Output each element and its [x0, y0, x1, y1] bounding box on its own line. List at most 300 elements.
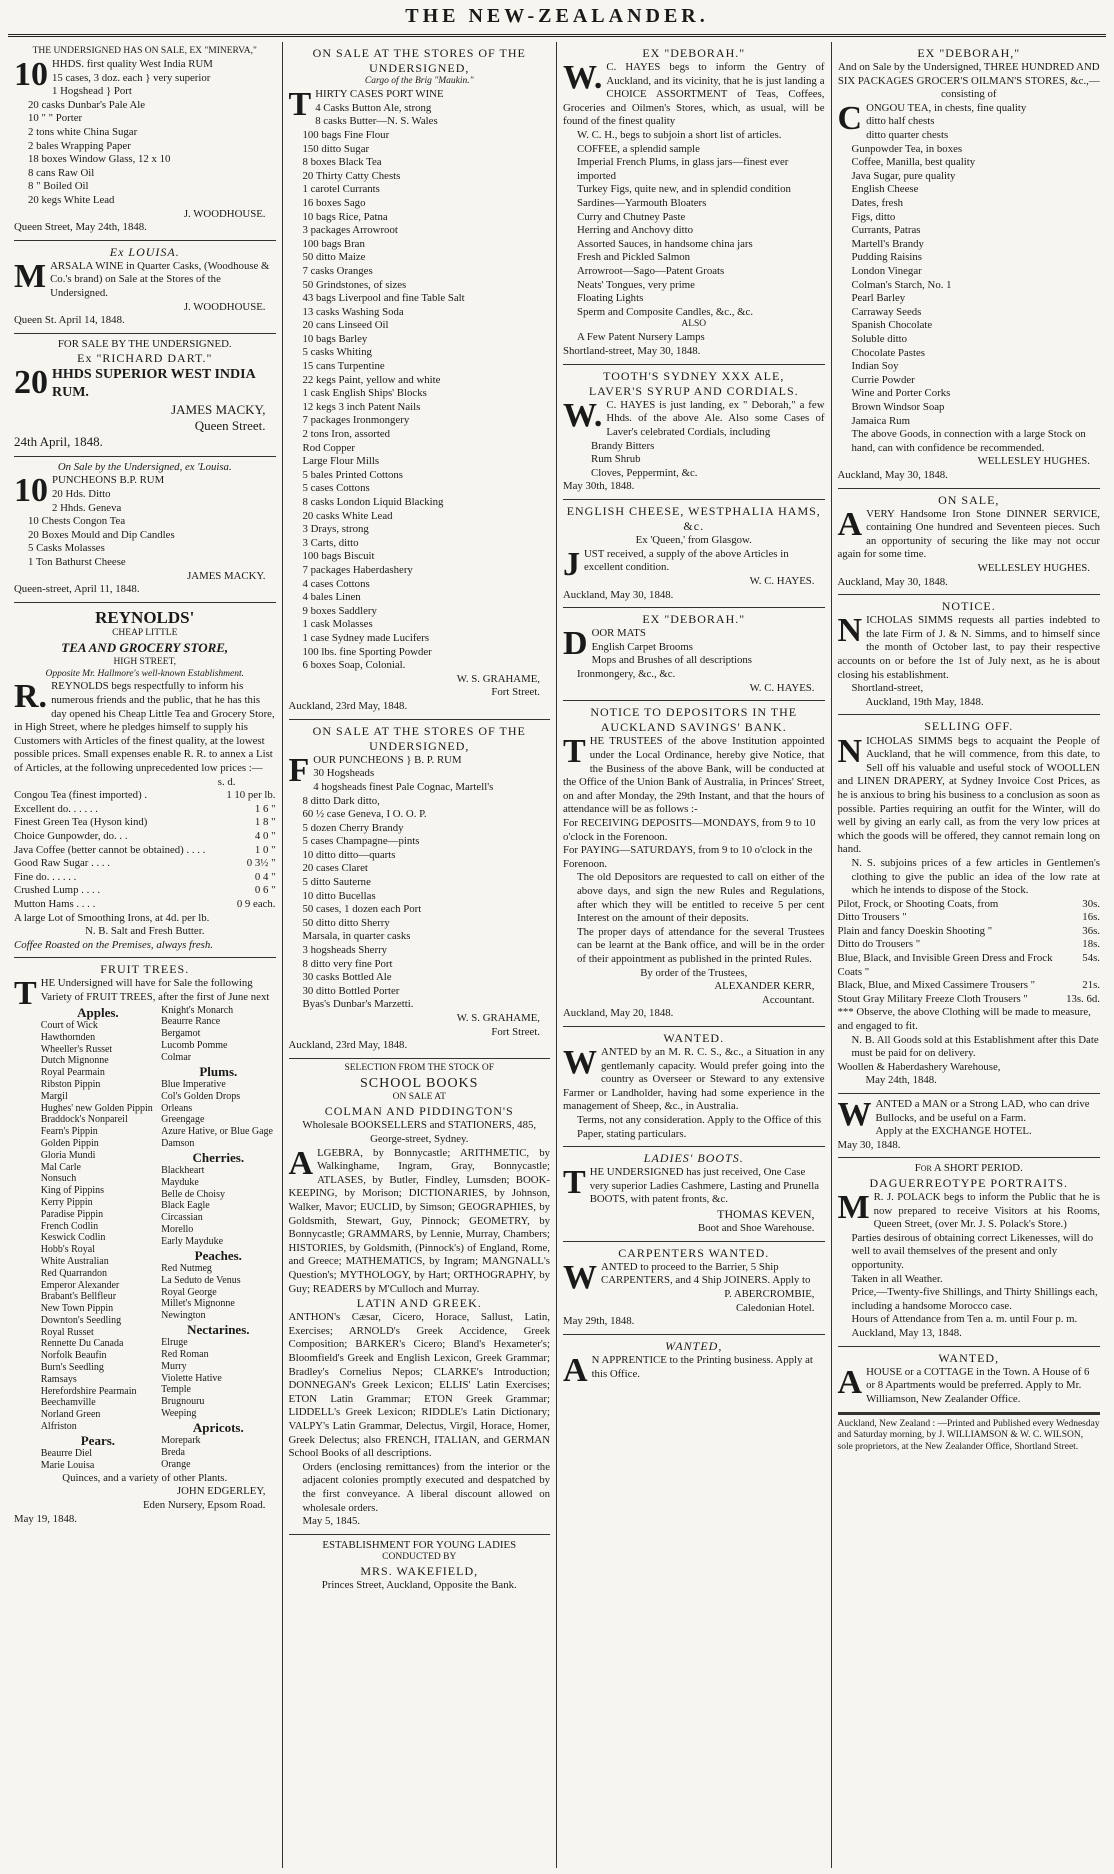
list-item: 20 casks White Lead [302, 509, 393, 522]
ad-ladies-boots [563, 1147, 825, 1242]
list-item: Floating Lights [577, 292, 644, 305]
ad-text: And on Sale by the Undersigned, THREE HUNDRED AND SIX PACKAGES GROCER'S OILMAN'S STORES, &c.,—consisting of [837, 61, 1100, 101]
ad-head: ON SALE, [938, 492, 1000, 507]
ad-rum-louisa [14, 457, 276, 603]
list-item: Coffee, Manilla, best quality [851, 156, 976, 169]
item-list [563, 143, 825, 320]
list-item: 2 Hhds. Geneva [52, 501, 122, 514]
list-item: Morepark [161, 1435, 201, 1447]
list-item: 30 casks Bottled Ale [302, 971, 392, 984]
apple-list-cont [161, 1005, 275, 1064]
column-2 [283, 42, 558, 1868]
price-value: 30s. [1082, 897, 1100, 910]
price-value: 13s. 6d. [1066, 992, 1100, 1005]
list-item: 8 " Boiled Oil [28, 180, 89, 193]
section-head: Apples. [77, 1004, 119, 1020]
list-item: Downton's Seedling [40, 1314, 122, 1326]
list-item: Fearn's Pippin [40, 1126, 98, 1138]
drop-cap: C [837, 99, 863, 137]
ad-text: Coffee Roasted on the Premises, always fresh. [14, 938, 213, 951]
list-item: King of Pippins [40, 1185, 105, 1197]
ad-text: HE UNDERSIGNED has just received, One Case very superior Ladies Cashmere, Lasting and Prunella BOOTS, with patent fronts, &c. [589, 1166, 820, 1206]
drop-cap: W [837, 1096, 872, 1133]
list-item: Beaurre Diel [40, 1448, 93, 1460]
list-item: 2 bales Wrapping Paper [28, 139, 131, 152]
list-item: Violette Hative [161, 1372, 222, 1384]
list-item: Wine and Porter Corks [851, 387, 951, 400]
list-item: Burn's Seedling [40, 1362, 104, 1374]
list-item: 10 bags Rice, Patna [302, 210, 388, 223]
date: Auckland, 19th May, 1848. [865, 695, 984, 708]
ad-text: *** Observe, the above Clothing will be made to measure, and engaged to fit. [837, 1006, 1091, 1033]
list-item: Knight's Monarch [161, 1004, 234, 1016]
list-item: La Seduto de Venus [161, 1274, 241, 1286]
signature-address: Shortland-street, [851, 682, 924, 695]
list-item: Murry [161, 1360, 187, 1372]
item-list [14, 474, 276, 569]
price-value: 16s. [1082, 911, 1100, 924]
ad-text: C. HAYES begs to inform the Gentry of Auckland, and its vicinity, that he is just landing a CHOICE ASSORTMENT of Teas, Coffees, Groceries and Oilmen's Stores, which, as usual, will be found of the finest quality [563, 61, 825, 128]
ad-subtitle: CHEAP LITTLE [112, 628, 178, 639]
list-item: Dutch Mignonne [40, 1055, 109, 1067]
ad-head: On Sale by the Undersigned, ex 'Louisa. [57, 460, 232, 473]
masthead: THE NEW-ZEALANDER. [405, 5, 709, 27]
list-item: 3 Drays, strong [302, 523, 369, 536]
ad-text: Quinces, and a variety of other Plants. [62, 1471, 228, 1484]
signature: THOMAS KEVEN, [717, 1207, 815, 1222]
ad-head: TOOTH'S SYDNEY XXX ALE, [603, 368, 785, 383]
list-item: Belle de Choisy [161, 1188, 225, 1200]
ad-head: WANTED, [665, 1338, 723, 1353]
list-item: Curry and Chutney Paste [577, 210, 686, 223]
price-row [838, 938, 1101, 952]
drop-cap: 10 [14, 472, 48, 510]
apple-list [41, 1020, 155, 1433]
price-value: 21s. [1082, 979, 1100, 992]
list-item: 2 tons Iron, assorted [302, 428, 391, 441]
list-item: English Carpet Brooms [591, 640, 693, 653]
list-item: Brabant's Bellfleur [40, 1291, 117, 1303]
drop-cap: T [563, 1164, 586, 1202]
item-list [838, 115, 1101, 428]
list-item: London Vinegar [851, 265, 922, 278]
price-item: Ditto Trousers " [837, 911, 907, 924]
drop-cap: W. [563, 59, 603, 97]
ad-subtitle: TEA AND GROCERY STORE, [61, 640, 229, 656]
drop-cap: A [288, 1144, 314, 1182]
drop-cap: M [14, 257, 47, 295]
list-item: Carraway Seeds [851, 305, 922, 318]
price-item: Java Coffee (better cannot be obtained) . . . . [14, 843, 206, 856]
list-item: Royal George [161, 1286, 217, 1298]
ad-also: ALSO [681, 319, 707, 330]
list-item: Rod Copper [302, 441, 355, 454]
ad-text: N. S. subjoins prices of a few articles in Gentlemen's clothing to give the public an idea of the low rate at which he intends to dispose of the Stock. [851, 856, 1100, 897]
price-item: Congou Tea (finest imported) . [14, 789, 148, 802]
ad-title: REYNOLDS' [95, 607, 195, 627]
ad-door-mats [563, 608, 825, 701]
list-item: 60 ½ case Geneva, I O. O. P. [302, 808, 427, 821]
signature: WELLESLEY HUGHES. [977, 455, 1090, 468]
list-item: 50 cases, 1 dozen each Port [302, 903, 422, 916]
list-item: 10 " " Porter [28, 112, 83, 125]
price-item: Excellent do. . . . . . [14, 802, 98, 815]
list-item: Assorted Sauces, in handsome china jars [577, 237, 753, 250]
signature: ALEXANDER KERR, [714, 980, 815, 993]
list-item: 8 casks Butter—N. S. Wales [315, 115, 438, 128]
list-item: 100 bags Biscuit [302, 550, 375, 563]
ad-hayes-deborah [563, 42, 825, 365]
ad-title: DAGUERREOTYPE PORTRAITS. [869, 1175, 1069, 1190]
price-row [14, 816, 276, 830]
signature-address: Eden Nursery, Epsom Road. [142, 1498, 266, 1511]
list-item: 20 casks Dunbar's Pale Ale [28, 98, 146, 111]
ship-name: Ex "RICHARD DART." [77, 351, 213, 366]
ad-text: HOUSE or a COTTAGE in the Town. A House of 6 or 8 Apartments would be preferred. Apply to Mr. Williamson, New Zealander Office. [866, 1365, 1090, 1405]
ad-rum-richard-dart [14, 334, 276, 457]
ad-woodhouse-minerva [14, 42, 276, 241]
ad-text: ICHOLAS SIMMS requests all parties indebted to the late Firm of J. & N. Simms, and to himself since the month of October last, to pay their respective accounts on or before the 1st of July next, as he is about closing his establishment. [837, 614, 1100, 681]
list-item: Brown Windsor Soap [851, 400, 945, 413]
drop-cap: W [563, 1043, 597, 1081]
list-item: 50 ditto Maize [302, 251, 366, 264]
price-row [14, 884, 276, 898]
list-item: 4 hogsheads finest Pale Cognac, Martell's [313, 780, 494, 793]
signature: P. ABERCROMBIE, [724, 1288, 815, 1301]
list-item: 20 cases Claret [302, 862, 368, 875]
list-item: 1 cask Molasses [302, 618, 373, 631]
list-item: Hawthornden [40, 1031, 96, 1043]
date: Queen-street, April 11, 1848. [14, 583, 140, 596]
ad-text: By order of the Trustees, [640, 966, 748, 979]
list-item: 20 cans Linseed Oil [302, 319, 389, 332]
date: May 5, 1845. [302, 1515, 361, 1528]
date: Auckland, May 20, 1848. [563, 1007, 674, 1020]
list-item: Figs, ditto [851, 210, 896, 223]
price-row [14, 789, 276, 803]
price-item: Stout Gray Military Freeze Cloth Trousers " [837, 992, 1028, 1005]
ad-text: For RECEIVING DEPOSITS—MONDAYS, from 9 to 10 o'clock in the Forenoon. [563, 816, 816, 843]
list-item: 13 casks Washing Soda [302, 305, 404, 318]
list-item: 10 Chests Congon Tea [28, 515, 126, 528]
signature: J. WOODHOUSE. [183, 300, 266, 313]
price-row [838, 925, 1101, 939]
list-item: PUNCHEONS B.P. RUM [52, 474, 165, 487]
ad-carpenters-wanted [563, 1242, 825, 1335]
item-list [563, 440, 825, 481]
price-value: 54s. [1082, 952, 1100, 965]
nectarine-list [161, 1337, 275, 1420]
signature: W. C. HAYES. [749, 574, 815, 587]
list-item: 4 bales Linen [302, 591, 361, 604]
price-item: Finest Green Tea (Hyson kind) [14, 816, 148, 829]
list-item: Lucomb Pomme [161, 1040, 228, 1052]
ad-dinner-service [838, 489, 1101, 596]
list-item: Kerry Pippin [40, 1196, 93, 1208]
list-item: Keswick Codlin [40, 1232, 106, 1244]
signature: JAMES MACKY, [171, 401, 266, 417]
list-item: 5 bales Printed Cottons [302, 468, 403, 481]
price-value: 1 6 " [254, 802, 276, 815]
ad-text: Taken in all Weather. [851, 1272, 943, 1285]
list-item: 12 kegs 3 inch Patent Nails [302, 400, 421, 413]
ad-head: ENGLISH CHEESE, WESTPHALIA HAMS, &c. [566, 503, 821, 534]
price-value: 1 8 " [254, 816, 276, 829]
list-item: Beaurre Rance [161, 1016, 221, 1028]
list-item: Alfriston [40, 1421, 77, 1433]
list-item: 2 tons white China Sugar [28, 125, 138, 138]
ad-text: Apply at the EXCHANGE HOTEL. [875, 1125, 1032, 1138]
ad-head: WANTED. [663, 1030, 725, 1045]
price-item: Choice Gunpowder, do. . . [14, 830, 128, 842]
section-head: Plums. [199, 1063, 238, 1079]
list-item: 1 Hogshead } Port [52, 85, 132, 98]
date: Auckland, May 30, 1848. [837, 468, 948, 481]
list-item: 20 Thirty Catty Chests [302, 169, 401, 182]
item-list [289, 102, 551, 673]
drop-cap: J [563, 545, 580, 583]
date: May 30, 1848. [837, 1138, 901, 1151]
price-value: 0 3½ " [246, 857, 276, 870]
ad-text: N APPRENTICE to the Printing business. Apply at this Office. [591, 1353, 813, 1380]
list-item: 15 cans Turpentine [302, 360, 385, 373]
list-item: Blue Imperative [161, 1078, 226, 1090]
list-item: Royal Pearmain [40, 1067, 105, 1079]
apricot-list [161, 1435, 275, 1470]
list-item: COFFEE, a splendid sample [577, 142, 700, 155]
ad-text: C. HAYES is just landing, ex " Deborah," a few Hhds. of the above Ale. Also some Cases of Laver's celebrated Cordials, including [606, 398, 825, 438]
list-item: Norland Green [40, 1409, 101, 1421]
list-item: 10 ditto ditto—quarts [302, 848, 396, 861]
list-item: Orange [161, 1458, 191, 1470]
price-value: 36s. [1082, 924, 1100, 937]
price-value: 0 4 " [254, 870, 276, 883]
ad-pre: ON SALE AT [392, 1092, 446, 1103]
list-item: 8 boxes Black Tea [302, 156, 382, 169]
list-item: 22 kegs Paint, yellow and white [302, 373, 441, 386]
list-item: Mayduke [161, 1176, 199, 1188]
signature-address: Queen Street. [194, 418, 266, 434]
list-item: 8 cans Raw Oil [28, 166, 95, 179]
ad-text: Terms, not any consideration. Apply to the Office of this Paper, stating particulars. [577, 1113, 822, 1140]
list-item: Millet's Mignonne [161, 1298, 235, 1310]
list-item: Beechamville [40, 1397, 96, 1409]
list-item: Elruge [161, 1337, 188, 1349]
list-item: Spanish Chocolate [851, 319, 933, 332]
list-item: 18 boxes Window Glass, 12 x 10 [28, 153, 171, 166]
ad-text: ANTED to proceed to the Barrier, 5 Ship CARPENTERS, and 4 Ship JOINERS. Apply to [601, 1260, 811, 1287]
list-item: Soluble ditto [851, 332, 907, 345]
list-item: 10 ditto Bucellas [302, 889, 376, 902]
list-item: Margil [40, 1090, 68, 1102]
list-item: 100 bags Fine Flour [302, 128, 390, 141]
list-item: 30 ditto Bottled Porter [302, 984, 400, 997]
drop-cap: T [563, 733, 586, 771]
peach-list [161, 1263, 275, 1322]
list-item: 7 casks Oranges [302, 264, 373, 277]
ship-name: Ex 'Queen,' from Glasgow. [635, 534, 752, 547]
drop-cap: A [837, 505, 863, 543]
list-item: Morello [161, 1224, 194, 1236]
list-item: Gloria Mundi [40, 1149, 96, 1161]
list-item: 50 ditto ditto Sherry [302, 916, 390, 929]
ad-grahame-maukin [289, 42, 551, 720]
ad-wanted-man [838, 1094, 1101, 1158]
price-value: 1 10 per lb. [226, 789, 276, 802]
list-item: 1 Ton Bathurst Cheese [28, 556, 126, 568]
ad-text: LGEBRA, by Bonnycastle; ARITHMETIC, by Walkinghame, Ingram, Gray, Bonnycastle; ATLASES, by Butler, Findley, Lumsden; BOOK-KEEPING, by Morison; DICTIONARIES, by Johnson, Walker, Mavor; EUCLID, by Simson; GEOGRAPHIES, by Goldsmith, Stewart, Guy, Pinnock; GEOMETRY, by Bonnycastle; GRAMMARS, by Lennie, Murray, Chambers; HISTORIES, by Goldsmith, (Pinnock's) of England, Rome, and Greece; MATHEMATICS, by Ingram; MANGNALL's Question's; MYTHOLOGY, by Hart; ORTHOGRAPHY, by Guy; READERS by M'Culloch and Murray. [288, 1146, 550, 1295]
column-1 [8, 42, 283, 1868]
signature-address: Fort Street. [491, 686, 540, 699]
ad-hughes-grocery [838, 42, 1101, 489]
list-item: Royal Russet [40, 1326, 94, 1338]
list-item: Marsala, in quarter casks [302, 930, 411, 943]
list-item: English Cheese [851, 183, 919, 196]
list-item: Rennette Du Canada [40, 1338, 124, 1350]
list-item: 8 ditto Dark ditto, [302, 794, 380, 807]
ad-text: ANTED by an M. R. C. S., &c., a Situation in any gentlemanly capacity. Would prefer going into the country as Overseer or Steward to any extensive Farmer or Landholder, having had some experience in the management of Sheep, &c., in Australia. [563, 1045, 825, 1113]
ad-text: Parties desirous of obtaining correct Likenesses, will do well to avail themselves of the present and only opportunity. [851, 1231, 1094, 1272]
list-item: Large Flour Mills [302, 455, 380, 468]
list-item: New Town Pippin [40, 1303, 114, 1315]
list-item: Wheeller's Russet [40, 1043, 113, 1055]
column-3 [557, 42, 832, 1868]
price-item: Ditto do Trousers " [837, 938, 921, 951]
list-item: Pudding Raisins [851, 251, 922, 264]
ad-head: NOTICE. [941, 599, 996, 614]
list-item: Turkey Figs, quite new, and in splendid condition [577, 183, 791, 196]
ad-text: Hours of Attendance from Ten a. m. until Four p. m. [851, 1313, 1078, 1326]
drop-cap: 20 [14, 364, 48, 402]
list-item: 30 Hogsheads [313, 767, 375, 780]
list-item: Byas's Dunbar's Marzetti. [302, 998, 414, 1011]
ad-text: For PAYING—SATURDAYS, from 9 to 10 o'clock in the Forenoon. [563, 844, 813, 870]
list-item: Azure Hative, or Blue Gage [161, 1126, 273, 1138]
list-item: 5 ditto Sauterne [302, 876, 371, 889]
price-item: Good Raw Sugar . . . . [14, 857, 110, 870]
list-item: Brandy Bitters [591, 439, 655, 452]
list-item: Currie Powder [851, 373, 915, 386]
pear-list [41, 1448, 155, 1472]
ad-text: OOR MATS [591, 627, 646, 640]
ad-pre: For A SHORT PERIOD. [914, 1162, 1023, 1175]
list-item: Pearl Barley [851, 292, 906, 305]
list-item: Herefordshire Pearmain [40, 1385, 137, 1397]
section-head: Apricots. [192, 1419, 244, 1435]
firm-name: COLMAN AND PIDDINGTON'S [324, 1104, 514, 1119]
list-item: Nonsuch [40, 1173, 77, 1185]
ad-fruit-trees [14, 958, 276, 1531]
drop-cap: R. [14, 678, 48, 716]
list-item: French Codlin [40, 1220, 99, 1232]
ad-text: A Few Patent Nursery Lamps [577, 331, 705, 344]
date: 24th April, 1848. [14, 434, 103, 450]
list-item: Java Sugar, pure quality [851, 169, 956, 182]
list-item: Fresh and Pickled Salmon [577, 251, 691, 264]
ad-text: Orders (enclosing remittances) from the interior or the adjacent colonies promptly executed and despatched by the first conveyance. A liberal discount allowed on wholesale orders. [302, 1460, 550, 1514]
ad-wanted-house [838, 1347, 1101, 1413]
signature: WELLESLEY HUGHES. [977, 562, 1090, 574]
column-4 [832, 42, 1107, 1868]
ad-apprentice [563, 1335, 825, 1389]
list-item: 9 boxes Saddlery [302, 604, 377, 617]
drop-cap: F [288, 751, 310, 789]
drop-cap: W. [563, 396, 603, 434]
price-row [14, 898, 276, 912]
section-head: Pears. [80, 1432, 116, 1448]
list-item: Ironmongery, &c., &c. [577, 668, 676, 680]
list-item: 7 packages Haberdashery [302, 563, 413, 576]
list-item: ditto quarter chests [866, 129, 949, 142]
item-list [14, 55, 276, 208]
ad-wanted-situation [563, 1027, 825, 1147]
list-item: Black Eagle [161, 1200, 210, 1212]
signature: W. C. HAYES. [749, 681, 815, 694]
price-list [14, 789, 276, 911]
ad-head: SELLING OFF. [924, 719, 1014, 734]
ad-text: W. C. H., begs to subjoin a short list of articles. [577, 129, 782, 142]
price-row [14, 830, 276, 844]
price-row [838, 979, 1101, 993]
ad-text: REYNOLDS begs respectfully to inform his numerous friends and the public, that he has this day opened his Cheap Little Tea and Grocery Store, in High Street, where he pledges himself to supply his Customers with Articles of the finest quality, at the lowest possible prices. Small expenses enable R. R. to annex a List of Articles, at the following unprecedented low prices :— [14, 680, 275, 775]
list-item: 50 Grindstones, of sizes [302, 278, 407, 291]
list-item: Breda [161, 1446, 185, 1458]
ad-text: The above Goods, in connection with a large Stock on hand, can with confidence be recommended. [851, 428, 1086, 454]
price-row [838, 993, 1101, 1007]
list-item: 3 hogsheads Sherry [302, 944, 388, 957]
cherry-list [161, 1165, 275, 1248]
item-list [289, 767, 551, 1012]
firm-desc: Wholesale BOOKSELLERS and STATIONERS, 485, George-street, Sydney. [302, 1119, 537, 1146]
list-item: 10 bags Barley [302, 332, 368, 345]
list-item: 5 casks Whiting [302, 346, 372, 359]
list-item: Red Roman [161, 1349, 209, 1361]
list-item: Red Quarrandon [40, 1267, 108, 1279]
list-item: Damson [161, 1137, 195, 1149]
drop-cap: N [837, 732, 863, 770]
drop-cap: 10 [14, 55, 48, 93]
price-row [14, 857, 276, 871]
ad-head: ON SALE AT THE STORES OF THE UNDERSIGNED, [312, 46, 526, 76]
list-item: Martell's Brandy [851, 237, 924, 250]
ad-head: CARPENTERS WANTED. [618, 1245, 770, 1260]
price-row [838, 898, 1101, 912]
ad-text: HE Undersigned will have for Sale the following Variety of FRUIT TREES, after the first of June next [40, 977, 270, 1004]
list-item: 6 boxes Soap, Colonial. [302, 659, 406, 672]
section-head: LATIN AND GREEK. [356, 1296, 482, 1311]
ad-pre: SELECTION FROM THE STOCK OF [344, 1062, 495, 1073]
price-row [838, 911, 1101, 925]
ad-savings-bank [563, 701, 825, 1027]
ad-text: ICHOLAS SIMMS begs to acquaint the People of Auckland, that he will commence, from this date, to Sell off his valuable and useful stock of WOOLLEN and LINEN DRAPERY, at Sydney Invoice Cost Prices, as he is anxious to bring his business to a conclusion as soon as possible. Parties requiring an outfit for the Winter, will do well by giving an early call, as from the very low prices at which the goods will be offered, they cannot remain long on hand. [837, 734, 1100, 856]
ad-school-books [289, 1059, 551, 1535]
list-item: Colmar [161, 1051, 192, 1063]
date: Shortland-street, May 30, 1848. [563, 344, 701, 357]
date: May 24th, 1848. [865, 1074, 937, 1087]
ad-head: WANTED, [938, 1350, 1000, 1365]
masthead-rule [8, 34, 1106, 37]
ad-head: Ex LOUISA. [109, 244, 180, 259]
drop-cap: N [837, 612, 863, 650]
list-item: 1 case Sydney made Lucifers [302, 631, 430, 644]
ad-grahame-spirits [289, 720, 551, 1059]
list-item: Rum Shrub [591, 453, 641, 466]
section-head: Peaches. [194, 1247, 242, 1263]
date: Auckland, May 30, 1848. [837, 575, 948, 588]
signature-title: Accountant. [762, 993, 815, 1006]
ad-head: EX "DEBORAH," [917, 46, 1021, 60]
date: Auckland, 23rd May, 1848. [288, 699, 408, 712]
